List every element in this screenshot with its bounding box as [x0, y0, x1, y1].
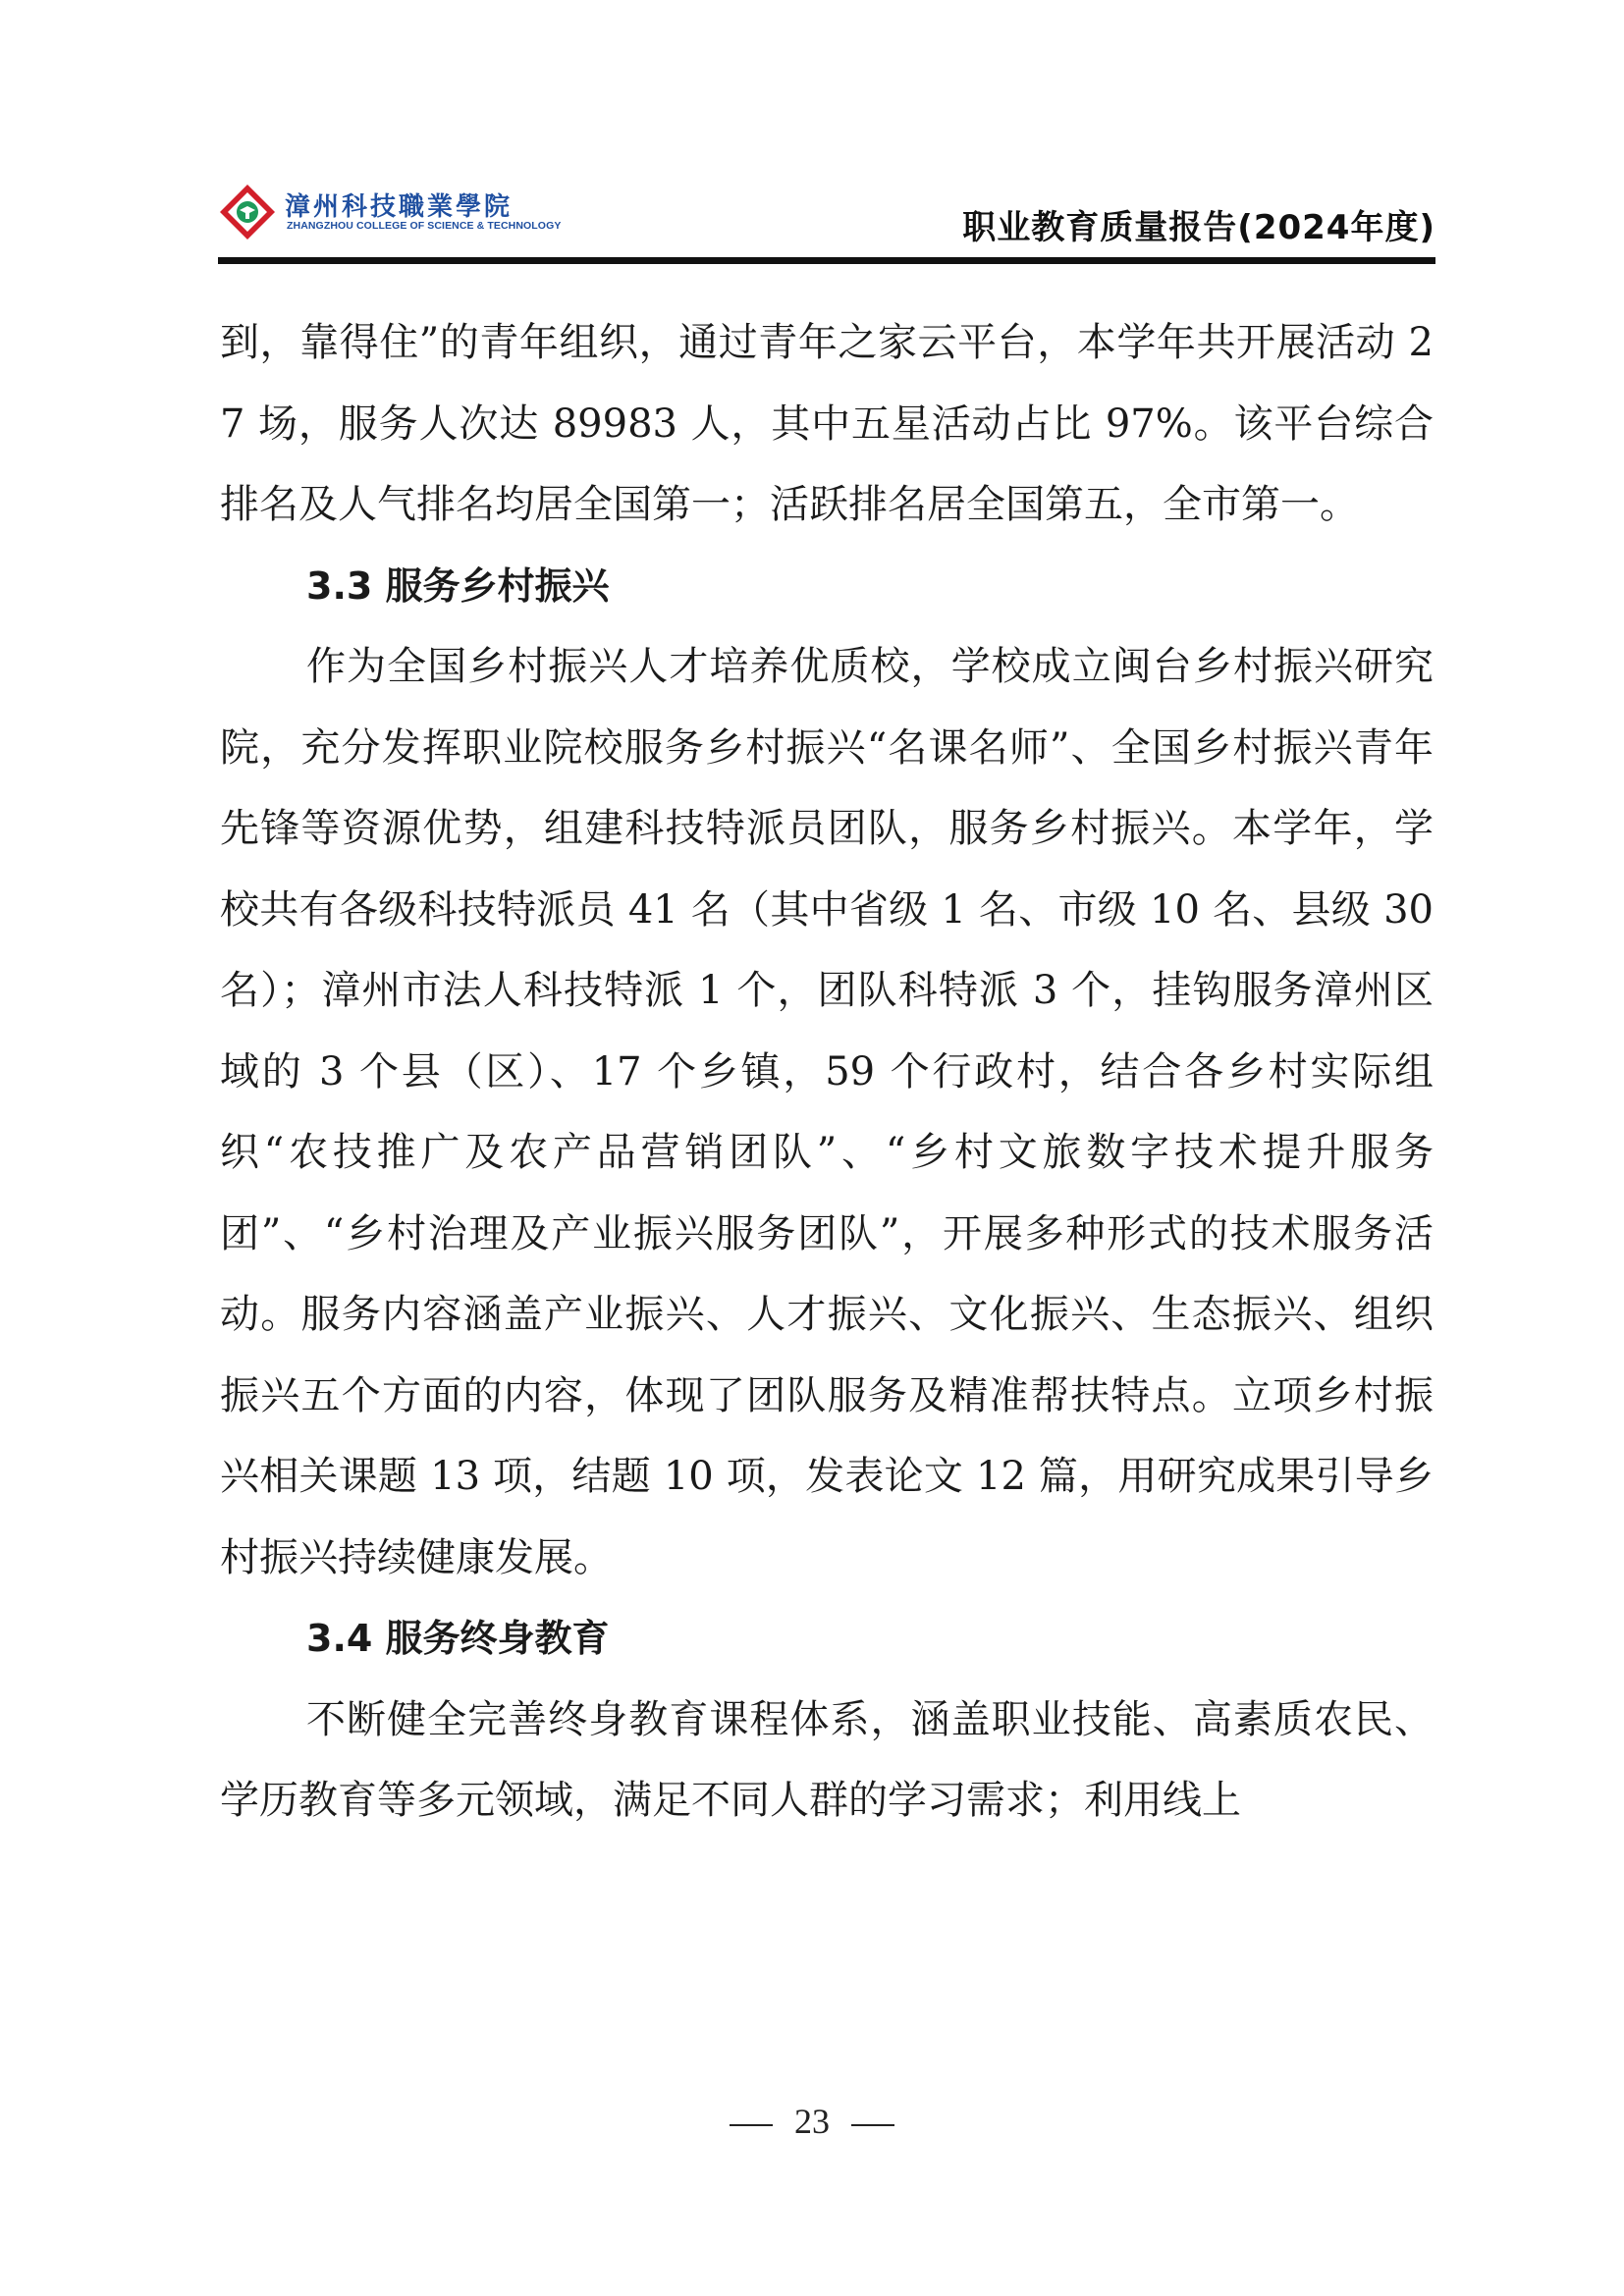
page-body: [220, 302, 1434, 1842]
page-number: 23: [794, 2102, 830, 2141]
paragraph-lifelong-education: 不断健全完善终身教育课程体系，涵盖职业技能、高素质农民、学历教育等多元领域，满足不同人群的学习需求；利用线上: [220, 1696, 1434, 1823]
paragraph-continued: 到，靠得住”的青年组织，通过青年之家云平台，本学年共开展活动 27 场，服务人次达 89983 人，其中五星活动占比 97%。该平台综合排名及人气排名均居全国第一；活跃排名居全国第五，全市第一。: [220, 320, 1434, 527]
section-heading-3-4: 3.4 服务终身教育: [306, 1617, 610, 1660]
section-heading-3-3: 3.3 服务乡村振兴: [306, 563, 610, 608]
footer-dash-right: [851, 2124, 894, 2126]
logo-english-name: ZHANGZHOU COLLEGE OF SCIENCE & TECHNOLOGY: [287, 220, 562, 232]
header-rule: [218, 257, 1435, 264]
college-emblem-icon: [218, 183, 277, 241]
paragraph-rural-revitalization: 作为全国乡村振兴人才培养优质校，学校成立闽台乡村振兴研究院，充分发挥职业院校服务乡村振兴“名课名师”、全国乡村振兴青年先锋等资源优势，组建科技特派员团队，服务乡村振兴。本学年，学校共有各级科技特派员 41 名（其中省级 1 名、市级 10 名、县级 30 名）；漳州市法人科技特派 1 个，团队科特派 3 个，挂钩服务漳州区域的 3 个县（区）、17 个乡镇，59 个行政村，结合各乡村实际组织“农技推广及农产品营销团队”、“乡村文旅数字技术提升服务团”、“乡村治理及产业振兴服务团队”，开展多种形式的技术服务活动。服务内容涵盖产业振兴、人才振兴、文化振兴、生态振兴、组织振兴五个方面的内容，体现了团队服务及精准帮扶特点。立项乡村振兴相关课题 13 项，结题 10 项，发表论文 12 篇，用研究成果引导乡村振兴持续健康发展。: [220, 644, 1434, 1580]
page-header: [218, 183, 1435, 259]
logo-chinese-name: 漳州科技職業學院: [285, 192, 514, 222]
report-title: 职业教育质量报告(2024年度): [962, 208, 1435, 247]
footer-dash-left: [730, 2124, 773, 2126]
page-footer: [0, 2101, 1624, 2142]
college-logo: [218, 183, 562, 241]
